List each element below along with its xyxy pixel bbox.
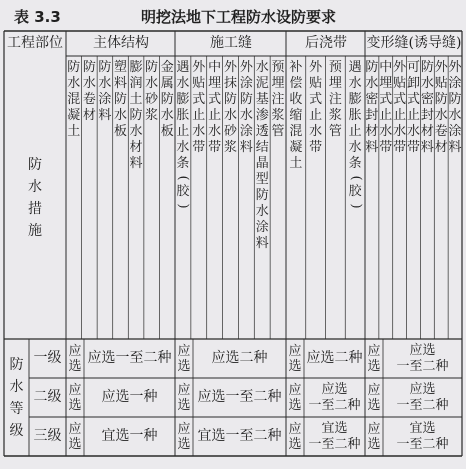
grade-level: 一级 <box>33 350 62 367</box>
measure-column-header: 防 水 卷 材 <box>82 60 96 123</box>
required-marker: 应 选 <box>68 343 82 374</box>
measure-column-header: 外 贴 防 水 卷 材 <box>434 60 448 155</box>
required-marker: 应 选 <box>288 382 302 413</box>
measure-column-header: 膨 润 土 防 水 材 料 <box>129 60 143 171</box>
measure-column-header: 防 水 混 凝 土 <box>67 60 81 139</box>
measure-column-header: 遇 水 膨 胀 止 水 条 ( 胶 ) <box>348 60 364 209</box>
required-marker: 应 选 <box>68 421 82 452</box>
group-main-structure: 主体结构 <box>93 35 149 52</box>
measures-label: 防 水 措 施 <box>28 157 42 239</box>
option-requirement: 应选一至二种 <box>87 350 172 367</box>
group-post-pour-strip: 后浇带 <box>305 35 347 52</box>
table-title: 明挖法地下工程防水设防要求 <box>141 8 337 26</box>
grade-level: 三级 <box>33 428 62 445</box>
required-marker: 应 选 <box>177 382 191 413</box>
measure-column-header: 预 埋 注 浆 管 <box>271 60 285 139</box>
measure-column-header: 中 埋 式 止 水 带 <box>208 60 222 155</box>
measure-column-header: 防 水 涂 料 <box>98 60 112 123</box>
group-construction-joint: 施工缝 <box>210 35 252 52</box>
required-marker: 应 选 <box>177 343 191 374</box>
table-number: 表 3.3 <box>14 8 61 26</box>
required-marker: 应 选 <box>367 343 381 374</box>
measure-column-header: 防 水 密 封 材 料 <box>365 60 379 155</box>
required-marker: 应 选 <box>288 421 302 452</box>
option-requirement: 应选一种 <box>101 389 158 406</box>
option-requirement: 宜选一种 <box>101 428 158 445</box>
measure-column-header: 防 水 砂 浆 <box>145 60 159 123</box>
required-marker: 应 选 <box>68 382 82 413</box>
option-requirement: 应选二种 <box>211 350 268 367</box>
option-requirement: 应选 一至二种 <box>308 381 361 413</box>
option-requirement: 宜选一至二种 <box>197 428 282 445</box>
required-marker: 应 选 <box>177 421 191 452</box>
option-requirement: 应选一至二种 <box>197 389 282 406</box>
required-marker: 应 选 <box>367 421 381 452</box>
measure-column-header: 外 涂 防 水 涂 料 <box>448 60 462 155</box>
measure-column-header: 中 埋 式 止 水 带 <box>379 60 393 155</box>
grade-level: 二级 <box>33 389 62 406</box>
measure-column-header: 金 属 防 水 板 <box>160 60 174 139</box>
option-requirement: 宜选 一至二种 <box>396 420 449 452</box>
measure-column-header: 外 涂 防 水 涂 料 <box>239 60 253 155</box>
measure-column-header: 防 水 密 封 材 料 <box>420 60 434 155</box>
measure-column-header: 外 抹 防 水 砂 浆 <box>223 60 237 155</box>
grade-label: 防 水 等 级 <box>9 357 24 439</box>
measure-column-header: 外 贴 式 止 水 带 <box>192 60 206 155</box>
option-requirement: 应选 一至二种 <box>396 342 449 374</box>
measure-column-header: 外 贴 式 止 水 带 <box>393 60 407 155</box>
measure-column-header: 可 卸 式 止 水 带 <box>406 60 420 155</box>
required-marker: 应 选 <box>367 382 381 413</box>
required-marker: 应 选 <box>288 343 302 374</box>
measure-column-header: 遇 水 膨 胀 止 水 条 ( 胶 ) <box>175 60 191 209</box>
measure-column-header: 塑 料 防 水 板 <box>113 60 127 139</box>
group-deformation-joint: 变形缝(诱导缝) <box>366 35 462 52</box>
option-requirement: 应选二种 <box>306 350 363 367</box>
measure-column-header: 预 埋 注 浆 管 <box>328 60 342 139</box>
part-label: 工程部位 <box>7 35 63 52</box>
option-requirement: 宜选 一至二种 <box>308 420 361 452</box>
measure-column-header: 外 贴 式 止 水 带 <box>309 60 323 155</box>
measure-column-header: 水 泥 基 渗 透 结 晶 型 防 水 涂 料 <box>255 60 269 251</box>
option-requirement: 应选 一至二种 <box>396 381 449 413</box>
measure-column-header: 补 偿 收 缩 混 凝 土 <box>289 60 303 171</box>
